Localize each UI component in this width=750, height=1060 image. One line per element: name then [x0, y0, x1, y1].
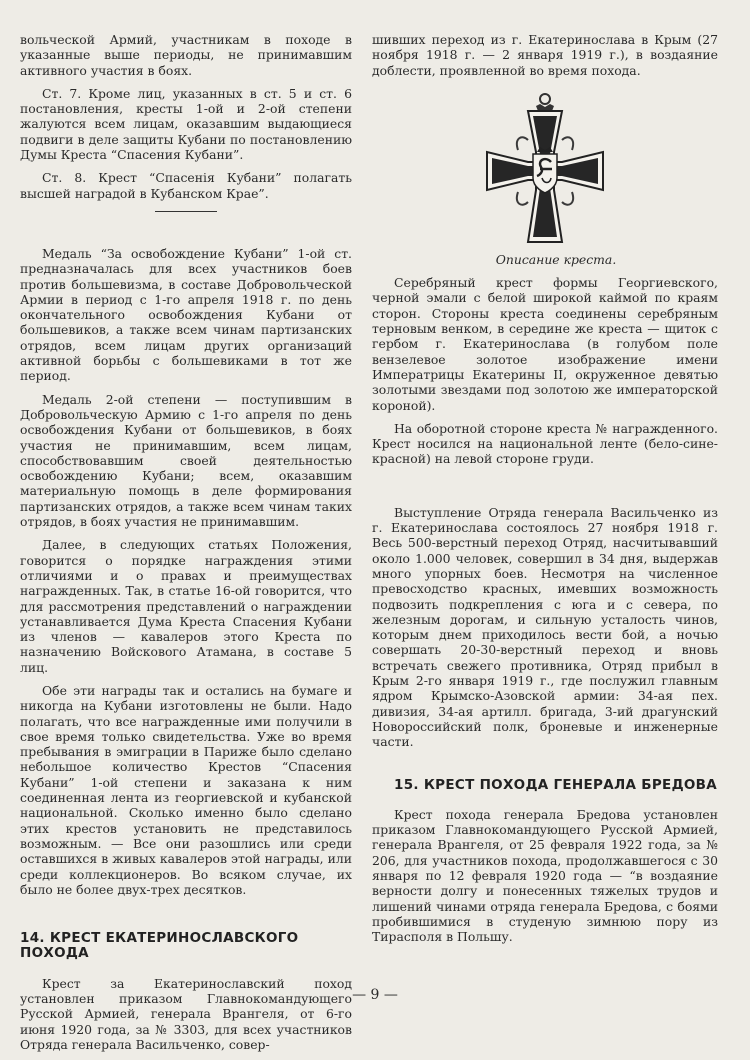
- spacer: [372, 475, 718, 505]
- paragraph: Обе эти награды так и остались на бумаге и никогда на Кубани изготовлены не были. Надо полагать, что все награжденные ими получили в свое время только свидетельства. Уже во время пребывания в эмиграции в Париже было сделано небольшое количество Крестов “Спасения Кубани” 1-ой степени и заказана к ним соединенная лента из георгиевской и кубанской национальной. Сколько именно было сделано этих крестов установить не представилось возможным. — Все они разошлись или среди оставшихся в живых кавалеров этой награды, или среди коллекционеров. Во всяком случае, их было не более двух-трех десятков.: [20, 682, 352, 897]
- paragraph: шивших переход из г. Екатеринослава в Крым (27 ноября 1918 г. — 2 января 1919 г.), в воздаяние доблести, проявленной во время похода.: [372, 32, 718, 78]
- section-heading-14: 14. КРЕСТ ЕКАТЕРИНОСЛАВСКОГО ПОХОДА: [20, 930, 299, 962]
- cross-figure: [372, 92, 718, 250]
- page-number: — 9 —: [352, 987, 398, 1003]
- paragraph: На оборотной стороне креста № награжденного. Крест носился на национальной ленте (бело-сине-красной) на левой стороне груди.: [372, 420, 718, 467]
- section-divider: [155, 211, 217, 212]
- paragraph: Ст. 7. Кроме лиц, указанных в ст. 5 и ст. 6 постановления, кресты 1-ой и 2-ой степени жалуются всем лицам, оказавшим выдающиеся подвиги в деле защиты Кубани по постановлению Думы Креста “Спасения Кубани”.: [20, 85, 352, 163]
- paragraph: Выступление Отряда генерала Васильченко из г. Екатеринослава состоялось 27 ноября 1918 г. Весь 500-верстный переход Отряд, насчитывавший около 1.000 человек, совершил в 34 дня, выдержав много упорных боев. Несмотря на численное превосходство красных, имевших возможность подвозить подкрепления с юга и с севера, по железным дорогам, и сильную усталость чинов, которым днем приходилось вести бой, а ночью совершать 20-30-верстный переход и вновь встречать свежего противника, Отряд прибыл в Крым 2-го января 1919 г., где послужил главным ядром Крымско-Азовской армии: 34-ая пех. дивизия, 34-ая артилл. бригада, 3-ий драгунский Новороссийский полк, броневые и инженерные части.: [372, 504, 718, 750]
- paragraph: Далее, в следующих статьях Положения, говорится о порядке награждения этими отличиями и о правах и преимуществах награжденных. Так, в статье 16-ой говорится, что для рассмотрения представлений о награждении устанавливается Дума Креста Спасения Кубани из членов — кавалеров этого Креста по назначению Войскового Атамана, в составе 5 лиц.: [20, 537, 352, 675]
- right-column: [372, 32, 718, 952]
- paragraph: Крест за Екатеринославский поход установлен приказом Главнокомандующего Русской Армией, генерала Врангеля, от 6-го июня 1920 года, за № 3303, для всех участников Отряда генерала Васильченко, совер-: [20, 975, 352, 1052]
- paragraph: вольческой Армий, участникам в походе в указанные выше периоды, не принимавшим активного участия в боях.: [20, 32, 352, 78]
- paragraph: Крест похода генерала Бредова установлен приказом Главнокомандующего Русской Армией, генерала Врангеля, от 25 февраля 1922 года, за № 206, для участников похода, продолжавшегося с 30 января по 12 февраля 1920 года — “в воздаяние верности долгу и понесенных тяжелых трудов и лишений чинами отряда генерала Бредова, с боями пробившимися в студеную зимнюю пору из Тирасполя в Польшу.: [372, 806, 718, 945]
- ekaterinoslav-cross-icon: [470, 92, 620, 250]
- paragraph: Медаль “За освобождение Кубани” 1-ой ст. предназначалась для всех участников боев против большевизма, в составе Добровольческой Армии в период с 1-го апреля 1918 г. по день окончательного освобождения Кубани от большевиков, а также всем чинам партизанских отрядов, всем лицам других организаций активной борьбы с большевиками в тот же период.: [20, 245, 352, 384]
- left-column: [20, 32, 352, 1060]
- figure-caption: Описание креста.: [495, 251, 617, 267]
- paragraph: Медаль 2-ой степени — поступившим в Добровольческую Армию с 1-го апреля по день освобождения Кубани от большевиков, в боях участия не принимавшим, всем лицам, способствовавшим своей деятельностью освобождению Кубани; всем, оказавшим материальную помощь в деле формирования партизанских отрядов, а также всем чинам таких отрядов, в боях участия не принимавшим.: [20, 391, 352, 530]
- section-heading-15: 15. КРЕСТ ПОХОДА ГЕНЕРАЛА БРЕДОВА: [394, 776, 718, 793]
- paragraph: Ст. 8. Крест “Спасенія Кубани” полагать высшей наградой в Кубанском Крае”.: [20, 170, 352, 201]
- paragraph: Серебряный крест формы Георгиевского, черной эмали с белой широкой каймой по краям сторон. Стороны креста соединены серебряным терновым венком, в середине же креста — щиток с гербом г. Екатеринослава (в голубом поле вензелевое золотое изображение имени Императрицы Екатерины II, окруженное девятью золотыми звездами под золотою же императорской короной).: [372, 275, 718, 413]
